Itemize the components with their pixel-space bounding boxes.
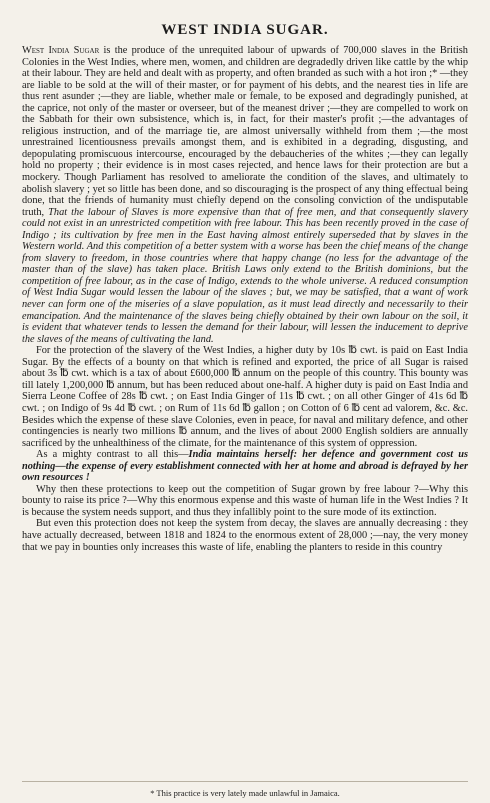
text-run: For the protection of the slavery of the West Indies, a higher duty by 10s ℔ cwt. is paid on East India Sugar. By the effects of a bounty on that which is refined and exported, the price of all Sugar is raised about 3s ℔ cwt. which is a tax of about £600,000 ℔ annum on the people of this country. This bounty was till lately 1,200,000 ℔ annum, but has been reduced about one-half. A higher duty is paid on East India and Sierra Leone Coffee of 28s ℔ cwt. ; on East India Ginger of 11s ℔ cwt. ; on all other Ginger of 41s 6d ℔ cwt. ; on Indigo of 9s 4d ℔ cwt. ; on Rum of 11s 6d ℔ gallon ; on Cotton of 6 ℔ cent ad valorem, &c. &c. Besides which the expense of these slave Colonies, even in peace, for naval and military defence, and other contingencies is nearly two millions ℔ annum, and the lives of about 2000 English soldiers are annually sacrificed by the unhealthiness of the climate, for the maintenance of this system of oppression.	[22, 345, 468, 449]
paragraph-4	[22, 484, 468, 519]
text-run: But even this protection does not keep the system from decay, the slaves are annually decreasing : they have actually decreased, between 1818 and 1824 to the enormous extent of 28,000 ;—nay, the very money that we pay in bounties only increases this waste of life, enabling the planters to reside in this country	[22, 518, 468, 553]
paragraph-2	[22, 345, 468, 449]
text-run: is the produce of the unrequited labour of upwards of 700,000 slaves in the British Colonies in the West Indies, where men, women, and children are degradedly driven like cattle by the whip at their labour. They are held and dealt with as property, and often branded as such with a hot iron ;* —they are liable to be sold at the will of their master, or for payment of his debts, and the nearest ties in life are thus rent asunder ;—they are liable, whether male or female, to be exposed and degradingly punished, at the caprice, not only of the master or overseer, but of the meanest driver ;—they are compelled to work on the Sabbath for their own subsistence, which is, in fact, for their master's profit ;—the advantages of religious instruction, and of the marriage tie, are almost universally withheld from them ;—the most unrestrained licentiousness prevails amongst them, and is exhibited in a degrading, disgusting, and depopulating promiscuous intercourse, encouraged by the debaucheries of the whites ;—they can legally hold no property ; their evidence is in most cases rejected, and hence laws for their protection are but a mockery. Though Parliament has resolved to ameliorate the condition of the slaves, and ultimately to abolish slavery ; yet so little has been done, and so discouraging is the prospect of any thing effectual being done, that the friends of humanity must chiefly depend on the consoling conviction of the undisputable truth,	[22, 45, 468, 218]
footnote: * This practice is very lately made unlawful in Jamaica.	[150, 788, 340, 798]
text-run: Why then these protections to keep out the competition of Sugar grown by free labour ?—Why this bounty to raise its price ?—Why this enormous expense and this waste of human life in the West Indies ? It is because the system needs support, and thus they infallibly point to the sure mode of its extinction.	[22, 483, 468, 518]
document-body	[22, 45, 468, 553]
text-run: West India Sugar	[22, 45, 100, 56]
paragraph-5	[22, 518, 468, 553]
text-run: That the labour of Slaves is more expensive than that of free men, and that consequently slavery could not exist in an unrestricted competition with free labour. This has been recently proved in the case of Indigo ; its cultivation by free men in the East having almost entirely superseded that by slaves in the Western world. And this competition of a better system with a worse has been the chief means of the change from slavery to freedom, in those countries where that happy change (no less for the advantage of the master than of the slave) has taken place. British Laws only extend to the British dominions, but the competition of free labour, as in the case of Indigo, extends to the whole universe. A reduced consumption of West India Sugar would lessen the labour of the slaves ; but, we may be satisfied, that a want of work never can form one of the miseries of a slave population, as it must lead directly and necessarily to their emancipation. And the maintenance of the slaves being chiefly obtained by their own labour on the soil, it is evident that whatever tends to lessen the demand for their labour, will lessen the inducement to deprive the slaves of the means of cultivating the land.	[22, 206, 468, 345]
paragraph-3	[22, 449, 468, 484]
footnote-divider	[22, 781, 468, 782]
text-run: As a mighty contrast to all this—	[36, 449, 189, 461]
paragraph-1	[22, 45, 468, 345]
text-run: India maintains herself: her defence and government cost us nothing—the expense of every establishment connected with her at home and abroad is defrayed by her own resources !	[22, 449, 469, 484]
page-title: WEST INDIA SUGAR.	[161, 22, 329, 38]
